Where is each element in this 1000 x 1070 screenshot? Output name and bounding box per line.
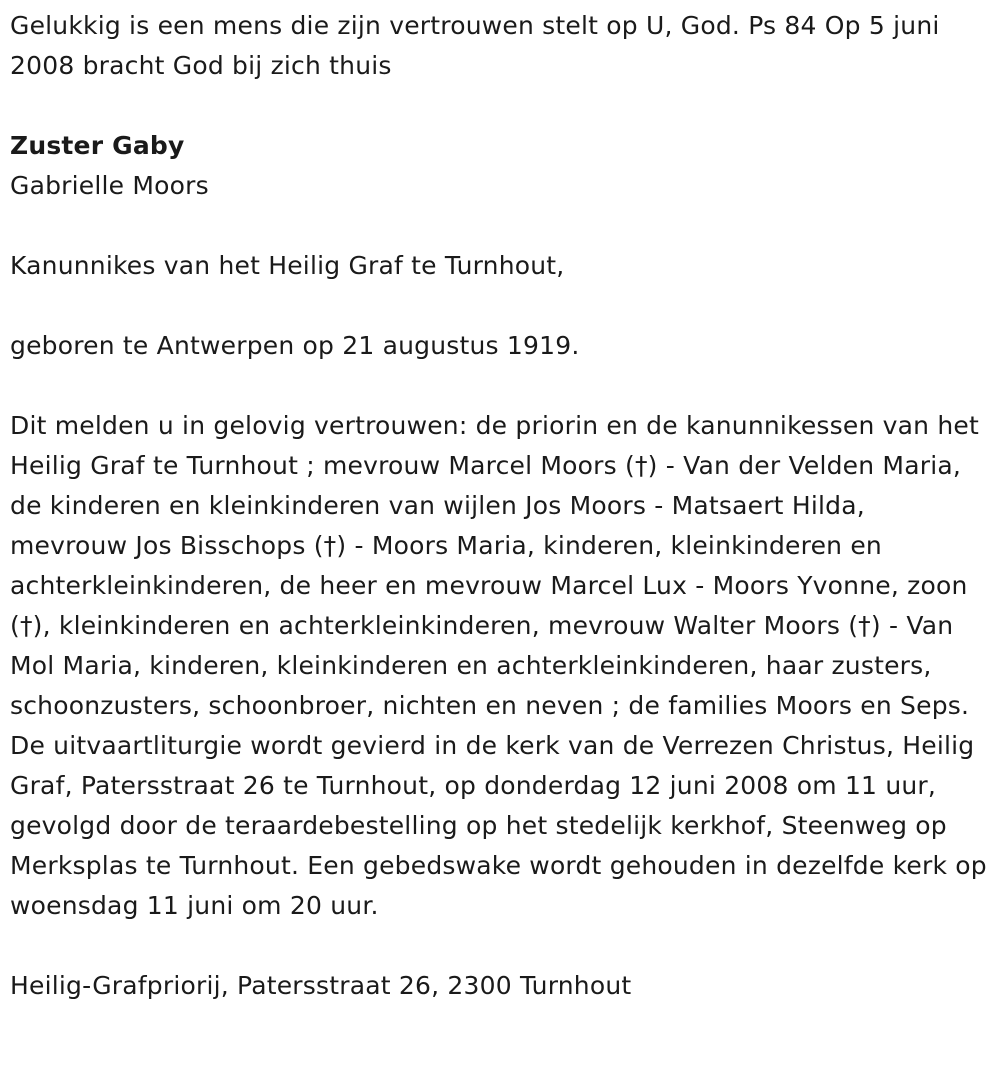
full-name: Gabrielle Moors	[10, 171, 209, 200]
spacer	[10, 206, 990, 246]
religious-order: Kanunnikes van het Heilig Graf te Turnhout,	[10, 251, 565, 280]
name-title: Zuster Gaby	[10, 131, 185, 160]
spacer	[10, 286, 990, 326]
spacer	[10, 86, 990, 126]
birth-info: geboren te Antwerpen op 21 augustus 1919.	[10, 331, 580, 360]
announcement-text: Dit melden u in gelovig vertrouwen: de priorin en de kanunnikessen van het Heilig Graf te Turnhout ; mevrouw Marcel Moors (†) - Van der Velden Maria, de kinderen en kleinkinderen van wijlen Jos Moors - Matsaert Hilda, mevrouw Jos Bisschops (†) - Moors Maria, kinderen, kleinkinderen en achterkleinkinderen, de heer en mevrouw Marcel Lux - Moors Yvonne, zoon (†), kleinkinderen en achterkleinkinderen, mevrouw Walter Moors (†) - Van Mol Maria, kinderen, kleinkinderen en achterkleinkinderen, haar zusters, schoonzusters, schoonbroer, nichten en neven ; de families Moors en Seps. De uitvaartliturgie wordt gevierd in de kerk van de Verrezen Christus, Heilig Graf, Patersstraat 26 te Turnhout, op donderdag 12 juni 2008 om 11 uur, gevolgd door de teraardebestelling op het stedelijk kerkhof, Steenweg op Merksplas te Turnhout. Een gebedswake wordt gehouden in dezelfde kerk op woensdag 11 juni om 20 uur.	[10, 411, 987, 920]
intro-verse: Gelukkig is een mens die zijn vertrouwen stelt op U, God. Ps 84 Op 5 juni 2008 bracht God bij zich thuis	[10, 11, 940, 80]
address-line: Heilig-Grafpriorij, Patersstraat 26, 2300 Turnhout	[10, 971, 632, 1000]
spacer	[10, 366, 990, 406]
spacer	[10, 926, 990, 966]
